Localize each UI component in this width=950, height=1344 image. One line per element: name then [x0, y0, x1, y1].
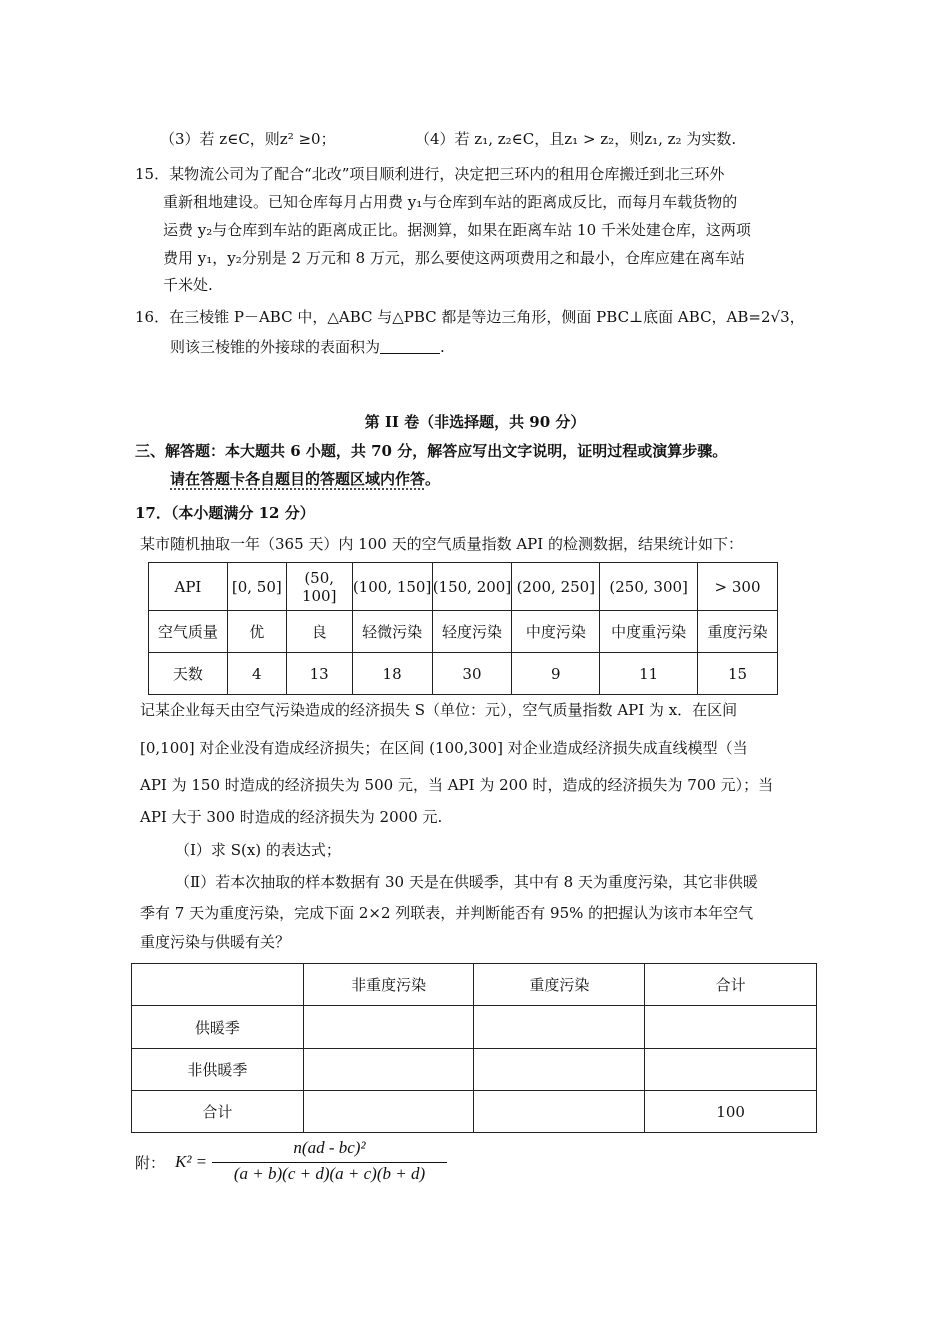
contingency-row-total — [132, 1091, 817, 1133]
api-row — [149, 563, 778, 611]
blank-cell — [303, 1091, 474, 1133]
row-label: 非供暖季 — [132, 1049, 304, 1091]
fraction-bar — [212, 1162, 447, 1163]
section3-note — [170, 468, 440, 490]
blank-cell — [474, 1091, 645, 1133]
row-label: 合计 — [132, 1091, 304, 1133]
blank-cell — [645, 1006, 817, 1049]
blank-cell — [303, 1049, 474, 1091]
q16-text: 则该三棱锥的外接球的表面积为 — [170, 338, 381, 356]
q15-line-1: 15．某物流公司为了配合“北改”项目顺利进行，决定把三环内的租用仓库搬迁到北三环外 — [135, 165, 725, 183]
api-table — [148, 562, 778, 695]
quality-cell: 轻微污染 — [352, 611, 432, 653]
days-cell: 天数 — [149, 653, 228, 695]
formula-fraction — [212, 1138, 447, 1190]
q17-heading: 17．（本小题满分 12 分） — [135, 504, 315, 522]
contingency-row-nonheating — [132, 1049, 817, 1091]
q17-intro: 某市随机抽取一年（365 天）内 100 天的空气质量指数 API 的检测数据，结果统计如下： — [140, 535, 743, 553]
days-cell: 18 — [352, 653, 432, 695]
total-cell: 100 — [645, 1091, 817, 1133]
api-cell: [0, 50] — [227, 563, 286, 611]
para-2: [0,100] 对企业没有造成经济损失；在区间 (100,300] 对企业造成经济损失成直线模型（当 — [140, 739, 748, 757]
quality-cell: 轻度污染 — [432, 611, 512, 653]
days-cell: 4 — [227, 653, 286, 695]
days-row — [149, 653, 778, 695]
part-2-line-1: （Ⅱ）若本次抽取的样本数据有 30 天是在供暖季，其中有 8 天为重度污染，其它非供暖 — [175, 873, 758, 891]
q16-line-2 — [170, 336, 445, 358]
answer-blank — [380, 337, 440, 354]
para-1: 记某企业每天由空气污染造成的经济损失 S（单位：元），空气质量指数 API 为 x．在区间 — [140, 701, 738, 719]
item-4: （4）若 z₁, z₂∈C，且z₁ > z₂，则z₁, z₂ 为实数. — [415, 130, 737, 148]
k-squared: K² = — [175, 1152, 208, 1171]
days-cell: 30 — [432, 653, 512, 695]
q15-line-2: 重新租地建设。已知仓库每月占用费 y₁与仓库到车站的距离成反比，而每月车载货物的 — [163, 193, 738, 211]
api-cell: (100, 150] — [352, 563, 432, 611]
item-3: （3）若 z∈C，则z² ≥0； — [160, 130, 336, 148]
q15-line-5: 千米处. — [163, 276, 213, 294]
section3-note-end: 。 — [425, 470, 441, 488]
row-label: 供暖季 — [132, 1006, 304, 1049]
section3-note-text: 请在答题卡各自题目的答题区域内作答 — [170, 470, 426, 488]
quality-cell: 重度污染 — [698, 611, 778, 653]
days-cell: 11 — [600, 653, 698, 695]
quality-row — [149, 611, 778, 653]
para-4: API 大于 300 时造成的经济损失为 2000 元. — [140, 808, 443, 826]
quality-cell: 良 — [286, 611, 352, 653]
attach-label: 附： — [135, 1154, 166, 1172]
blank-cell — [645, 1049, 817, 1091]
blank-cell — [474, 1049, 645, 1091]
quality-cell: 中度污染 — [512, 611, 600, 653]
contingency-header — [132, 964, 817, 1006]
part-2-line-2: 季有 7 天为重度污染，完成下面 2×2 列联表，并判断能否有 95% 的把握认为该市本年空气 — [140, 904, 754, 922]
api-cell: (250, 300] — [600, 563, 698, 611]
part-2-line-3: 重度污染与供暖有关？ — [140, 933, 291, 951]
section3-heading: 三、解答题：本大题共 6 小题，共 70 分，解答应写出文字说明，证明过程或演算步骤。 — [135, 442, 728, 460]
q15-line-3: 运费 y₂与仓库到车站的距离成正比。据测算，如果在距离车站 10 千米处建仓库，这两项 — [163, 221, 751, 239]
q16-line-1: 16．在三棱锥 P－ABC 中，△ABC 与△PBC 都是等边三角形，侧面 PBC⊥底面 ABC，AB=2√3， — [135, 308, 805, 326]
days-cell: 13 — [286, 653, 352, 695]
days-cell: 15 — [698, 653, 778, 695]
formula-numerator: n(ad - bc)² — [293, 1138, 366, 1157]
header-cell: 合计 — [645, 964, 817, 1006]
part-1: （Ⅰ）求 S(x) 的表达式； — [175, 841, 341, 859]
contingency-row-heating — [132, 1006, 817, 1049]
header-cell: 非重度污染 — [303, 964, 474, 1006]
contingency-table — [131, 963, 817, 1133]
api-cell: API — [149, 563, 228, 611]
para-3: API 为 150 时造成的经济损失为 500 元，当 API 为 200 时，造成的经济损失为 700 元）；当 — [140, 776, 774, 794]
blank-cell — [474, 1006, 645, 1049]
api-cell: (150, 200] — [432, 563, 512, 611]
formula-denominator: (a + b)(c + d)(a + c)(b + d) — [233, 1164, 426, 1183]
blank-cell — [303, 1006, 474, 1049]
quality-cell: 优 — [227, 611, 286, 653]
days-cell: 9 — [512, 653, 600, 695]
quality-cell: 中度重污染 — [600, 611, 698, 653]
header-cell — [132, 964, 304, 1006]
header-cell: 重度污染 — [474, 964, 645, 1006]
q16-period: . — [440, 338, 445, 356]
api-cell: (50, 100] — [286, 563, 352, 611]
part2-title: 第 II 卷（非选择题，共 90 分） — [364, 413, 586, 431]
api-cell: (200, 250] — [512, 563, 600, 611]
q15-line-4: 费用 y₁，y₂分别是 2 万元和 8 万元，那么要使这两项费用之和最小，仓库应建在离车站 — [163, 249, 745, 267]
quality-cell: 空气质量 — [149, 611, 228, 653]
api-cell: > 300 — [698, 563, 778, 611]
